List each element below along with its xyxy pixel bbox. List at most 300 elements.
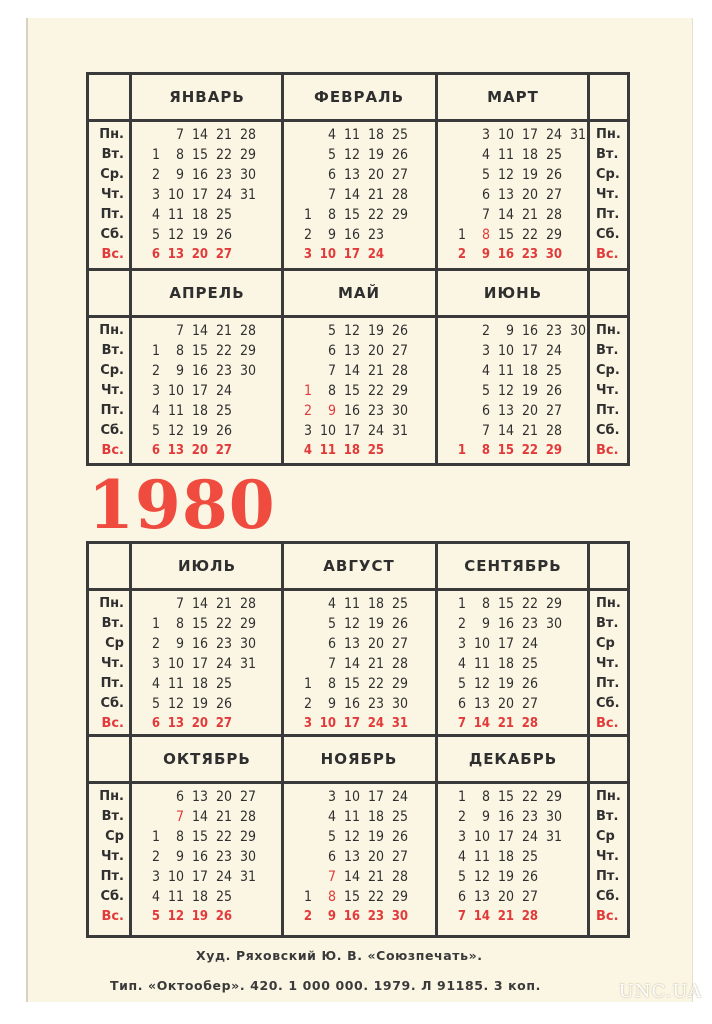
day-number: 27 [391, 636, 408, 652]
weekday-row [294, 614, 444, 634]
weekday-row [294, 421, 444, 441]
day-number: 18 [191, 889, 208, 905]
day-number: 30 [545, 247, 562, 262]
day-number: 22 [367, 889, 384, 905]
day-number: 26 [545, 383, 562, 399]
weekday-row [142, 321, 292, 341]
month-name: НОЯБРЬ [320, 750, 398, 768]
weekday-row [294, 807, 444, 827]
month-grid-МАЙ [294, 321, 444, 461]
day-number: 4 [457, 656, 466, 672]
day-number: 30 [239, 636, 256, 652]
day-empty [562, 441, 586, 461]
day-number: 22 [367, 383, 384, 399]
month-name: ЯНВАРЬ [169, 88, 245, 106]
day-number: 18 [191, 403, 208, 419]
day-empty [562, 341, 586, 361]
day-number: 7 [457, 909, 466, 924]
day-number: 20 [215, 789, 232, 805]
month-name: СЕНТЯБРЬ [464, 557, 562, 575]
day-empty [562, 787, 586, 807]
weekday-label: Вт. [101, 147, 124, 162]
weekday-label: Вт. [101, 343, 124, 358]
day-number: 18 [367, 809, 384, 825]
day-number: 19 [367, 147, 384, 163]
day-number: 14 [343, 656, 360, 672]
weekday-row [448, 614, 598, 634]
weekday-label: Чт. [596, 849, 619, 864]
day-number: 23 [215, 849, 232, 865]
day-empty [256, 694, 280, 714]
weekday-label: Сб. [596, 227, 620, 242]
day-number: 9 [175, 636, 184, 652]
day-number: 22 [367, 676, 384, 692]
weekday-row [142, 441, 292, 461]
day-empty [408, 807, 432, 827]
month-grid-АПРЕЛЬ [142, 321, 292, 461]
day-empty [256, 225, 280, 245]
day-number: 25 [215, 676, 232, 692]
weekday-label: Вс. [596, 909, 619, 924]
month-name: МАЙ [337, 284, 381, 302]
weekday-label: Пт. [100, 207, 124, 222]
day-number: 26 [215, 696, 232, 712]
day-number: 16 [191, 636, 208, 652]
weekday-row [448, 787, 598, 807]
day-number: 8 [327, 676, 336, 692]
day-number: 29 [545, 789, 562, 805]
day-number: 7 [175, 809, 184, 825]
day-number: 28 [391, 187, 408, 203]
day-number: 25 [545, 147, 562, 163]
day-number: 30 [569, 323, 586, 339]
weekday-label: Сб. [100, 889, 124, 904]
day-empty [256, 654, 280, 674]
weekday-label: Вт. [596, 809, 619, 824]
weekday-row [448, 125, 598, 145]
day-number: 30 [391, 909, 408, 924]
day-empty [408, 594, 432, 614]
day-number: 2 [151, 636, 160, 652]
day-number: 14 [497, 207, 514, 223]
day-number: 25 [215, 403, 232, 419]
day-number: 17 [521, 127, 538, 143]
day-number: 16 [497, 247, 514, 262]
day-number: 8 [175, 829, 184, 845]
day-empty [408, 341, 432, 361]
day-number: 10 [167, 187, 184, 203]
day-empty [448, 381, 466, 401]
weekday-label: Чт. [101, 656, 124, 671]
day-number: 31 [391, 423, 408, 439]
day-empty [256, 441, 280, 461]
day-empty [562, 634, 586, 654]
day-number: 30 [239, 849, 256, 865]
day-empty [408, 401, 432, 421]
day-empty [408, 867, 432, 887]
day-number: 9 [505, 323, 514, 339]
day-number: 31 [391, 716, 408, 731]
weekday-row [142, 145, 292, 165]
day-empty [562, 205, 586, 225]
day-number: 14 [191, 596, 208, 612]
day-number: 1 [151, 147, 160, 163]
day-number: 15 [343, 207, 360, 223]
day-empty [232, 694, 256, 714]
day-number: 13 [497, 187, 514, 203]
weekday-row [448, 245, 598, 265]
day-number: 16 [343, 696, 360, 712]
day-number: 12 [167, 227, 184, 243]
day-number: 31 [239, 869, 256, 885]
day-empty [562, 185, 586, 205]
day-number: 24 [215, 869, 232, 885]
weekday-label: Сб. [100, 696, 124, 711]
day-number: 2 [303, 696, 312, 712]
day-number: 31 [569, 127, 586, 143]
day-number: 24 [215, 656, 232, 672]
day-empty [562, 827, 586, 847]
day-number: 14 [343, 187, 360, 203]
weekday-label: Пн. [596, 127, 621, 142]
month-grid-ФЕВРАЛЬ [294, 125, 444, 265]
day-empty [256, 614, 280, 634]
day-empty [538, 674, 562, 694]
weekday-label: Вт. [101, 616, 124, 631]
day-empty [232, 887, 256, 907]
day-number: 11 [473, 656, 490, 672]
day-empty [562, 594, 586, 614]
weekday-row [142, 401, 292, 421]
day-number: 22 [521, 596, 538, 612]
day-number: 19 [497, 869, 514, 885]
day-empty [294, 321, 312, 341]
day-number: 16 [343, 909, 360, 924]
day-number: 17 [191, 869, 208, 885]
weekday-row [448, 145, 598, 165]
day-number: 26 [521, 676, 538, 692]
day-number: 20 [497, 889, 514, 905]
day-empty [562, 867, 586, 887]
day-empty [256, 185, 280, 205]
day-empty [408, 887, 432, 907]
day-number: 18 [521, 363, 538, 379]
day-number: 15 [343, 889, 360, 905]
day-number: 27 [391, 849, 408, 865]
day-number: 10 [167, 869, 184, 885]
month-name: ФЕВРАЛЬ [313, 88, 405, 106]
month-name: МАРТ [487, 88, 539, 106]
day-number: 31 [545, 829, 562, 845]
weekday-row [448, 867, 598, 887]
day-number: 17 [191, 383, 208, 399]
day-number: 31 [239, 187, 256, 203]
weekday-label: Вс. [596, 716, 619, 731]
day-number: 6 [175, 789, 184, 805]
day-empty [562, 654, 586, 674]
day-number: 29 [391, 207, 408, 223]
weekday-row [142, 827, 292, 847]
day-number: 1 [303, 889, 312, 905]
day-number: 16 [191, 849, 208, 865]
weekday-row [294, 867, 444, 887]
month-grid-ИЮЛЬ [142, 594, 292, 734]
day-number: 30 [239, 363, 256, 379]
weekday-label: Вс. [101, 909, 124, 924]
day-number: 29 [391, 889, 408, 905]
day-number: 24 [367, 716, 384, 731]
weekday-label: Ср. [100, 167, 124, 182]
day-number: 9 [481, 616, 490, 632]
weekday-row [294, 225, 444, 245]
day-number: 12 [343, 829, 360, 845]
day-empty [408, 654, 432, 674]
day-number: 29 [239, 616, 256, 632]
day-empty [448, 145, 466, 165]
day-number: 8 [481, 789, 490, 805]
month-grid-ДЕКАБРЬ [448, 787, 598, 927]
weekday-row [142, 887, 292, 907]
day-number: 25 [391, 127, 408, 143]
day-empty [538, 654, 562, 674]
day-number: 16 [521, 323, 538, 339]
weekday-row [142, 125, 292, 145]
day-number: 6 [327, 343, 336, 359]
day-empty [256, 421, 280, 441]
day-number: 4 [151, 207, 160, 223]
day-number: 15 [497, 227, 514, 243]
day-number: 27 [215, 247, 232, 262]
weekday-label: Ср. [596, 167, 620, 182]
day-empty [562, 847, 586, 867]
day-number: 4 [481, 363, 490, 379]
day-number: 11 [343, 809, 360, 825]
weekday-row [142, 341, 292, 361]
day-number: 5 [327, 829, 336, 845]
day-number: 13 [473, 696, 490, 712]
day-number: 9 [327, 909, 336, 924]
day-number: 15 [191, 829, 208, 845]
day-number: 4 [303, 443, 312, 458]
day-number: 23 [367, 227, 384, 243]
day-empty [294, 654, 312, 674]
weekday-row [142, 421, 292, 441]
day-number: 11 [167, 889, 184, 905]
day-number: 1 [457, 596, 466, 612]
weekday-row [294, 634, 444, 654]
month-grid-АВГУСТ [294, 594, 444, 734]
day-number: 17 [521, 343, 538, 359]
day-empty [294, 807, 312, 827]
day-number: 9 [175, 849, 184, 865]
day-number: 9 [481, 809, 490, 825]
day-number: 28 [545, 423, 562, 439]
day-number: 29 [239, 147, 256, 163]
day-number: 1 [457, 227, 466, 243]
weekday-label: Пн. [596, 789, 621, 804]
weekday-row [294, 887, 444, 907]
day-empty [538, 887, 562, 907]
weekday-row [142, 714, 292, 734]
day-empty [408, 321, 432, 341]
day-number: 21 [521, 423, 538, 439]
day-number: 1 [303, 207, 312, 223]
month-name: АПРЕЛЬ [169, 284, 245, 302]
weekday-row [142, 654, 292, 674]
day-number: 16 [191, 363, 208, 379]
day-number: 15 [343, 676, 360, 692]
day-empty [408, 381, 432, 401]
day-number: 23 [215, 167, 232, 183]
day-number: 13 [167, 443, 184, 458]
weekday-row [448, 714, 598, 734]
day-empty [232, 381, 256, 401]
day-number: 13 [343, 636, 360, 652]
day-number: 3 [151, 383, 160, 399]
day-number: 20 [367, 343, 384, 359]
day-number: 10 [473, 636, 490, 652]
day-number: 21 [367, 869, 384, 885]
day-number: 7 [457, 716, 466, 731]
day-number: 4 [327, 809, 336, 825]
weekday-label: Вт. [596, 616, 619, 631]
day-number: 4 [151, 676, 160, 692]
year-heading: 1980 [88, 466, 276, 544]
day-number: 24 [545, 343, 562, 359]
day-number: 19 [191, 423, 208, 439]
weekday-row [142, 361, 292, 381]
weekday-row [142, 674, 292, 694]
day-empty [408, 614, 432, 634]
day-number: 8 [327, 383, 336, 399]
day-number: 21 [215, 323, 232, 339]
weekday-row [142, 614, 292, 634]
day-empty [384, 225, 408, 245]
day-number: 8 [175, 616, 184, 632]
day-number: 25 [521, 849, 538, 865]
weekday-row [142, 225, 292, 245]
day-number: 11 [497, 147, 514, 163]
weekday-label: Ср [105, 829, 124, 844]
weekday-label: Вс. [101, 247, 124, 262]
day-number: 18 [497, 849, 514, 865]
weekday-row [294, 594, 444, 614]
day-empty [232, 245, 256, 265]
day-empty [448, 401, 466, 421]
calendar-block-first-half [86, 72, 630, 466]
day-number: 23 [521, 247, 538, 262]
day-number: 6 [151, 247, 160, 262]
weekday-row [448, 807, 598, 827]
weekday-label: Ср [596, 636, 615, 651]
day-number: 23 [545, 323, 562, 339]
day-number: 1 [151, 616, 160, 632]
day-number: 21 [367, 363, 384, 379]
day-number: 17 [191, 656, 208, 672]
day-number: 14 [343, 363, 360, 379]
day-empty [538, 634, 562, 654]
day-empty [294, 847, 312, 867]
day-number: 20 [521, 187, 538, 203]
weekday-label: Вс. [596, 443, 619, 458]
weekday-row [142, 634, 292, 654]
day-number: 6 [481, 187, 490, 203]
day-empty [448, 341, 466, 361]
day-number: 14 [191, 127, 208, 143]
weekday-row [448, 185, 598, 205]
day-number: 28 [239, 596, 256, 612]
day-number: 4 [327, 127, 336, 143]
weekday-row [294, 361, 444, 381]
day-number: 18 [367, 596, 384, 612]
day-empty [562, 421, 586, 441]
day-number: 20 [367, 636, 384, 652]
day-number: 9 [327, 696, 336, 712]
day-number: 25 [545, 363, 562, 379]
day-number: 2 [457, 809, 466, 825]
weekday-column-left [89, 787, 127, 927]
day-empty [256, 867, 280, 887]
day-number: 8 [481, 227, 490, 243]
day-empty [294, 594, 312, 614]
day-number: 23 [215, 636, 232, 652]
day-number: 6 [481, 403, 490, 419]
day-number: 2 [457, 247, 466, 262]
day-empty [408, 674, 432, 694]
weekday-row [448, 674, 598, 694]
day-number: 27 [391, 167, 408, 183]
day-number: 21 [215, 809, 232, 825]
day-empty [408, 125, 432, 145]
day-number: 22 [521, 227, 538, 243]
day-number: 30 [391, 696, 408, 712]
day-number: 25 [367, 443, 384, 458]
day-number: 27 [545, 187, 562, 203]
weekday-label: Пт. [100, 403, 124, 418]
weekday-label: Чт. [101, 383, 124, 398]
day-number: 10 [319, 716, 336, 731]
day-number: 25 [215, 889, 232, 905]
day-number: 8 [175, 147, 184, 163]
day-number: 18 [343, 443, 360, 458]
weekday-row [294, 125, 444, 145]
day-number: 29 [239, 343, 256, 359]
day-number: 21 [215, 596, 232, 612]
day-number: 25 [215, 207, 232, 223]
day-number: 18 [191, 676, 208, 692]
day-number: 5 [327, 616, 336, 632]
month-name: ДЕКАБРЬ [468, 750, 558, 768]
weekday-row [294, 907, 444, 927]
day-number: 3 [457, 636, 466, 652]
day-empty [232, 441, 256, 461]
day-number: 14 [191, 809, 208, 825]
weekday-row [142, 185, 292, 205]
day-empty [256, 787, 280, 807]
day-number: 8 [481, 596, 490, 612]
weekday-label: Пн. [99, 596, 124, 611]
day-number: 1 [303, 383, 312, 399]
day-number: 19 [191, 227, 208, 243]
day-empty [408, 361, 432, 381]
weekday-row [448, 634, 598, 654]
day-empty [408, 145, 432, 165]
day-number: 5 [151, 227, 160, 243]
day-number: 29 [545, 596, 562, 612]
day-number: 5 [457, 676, 466, 692]
day-empty [408, 421, 432, 441]
weekday-row [294, 674, 444, 694]
